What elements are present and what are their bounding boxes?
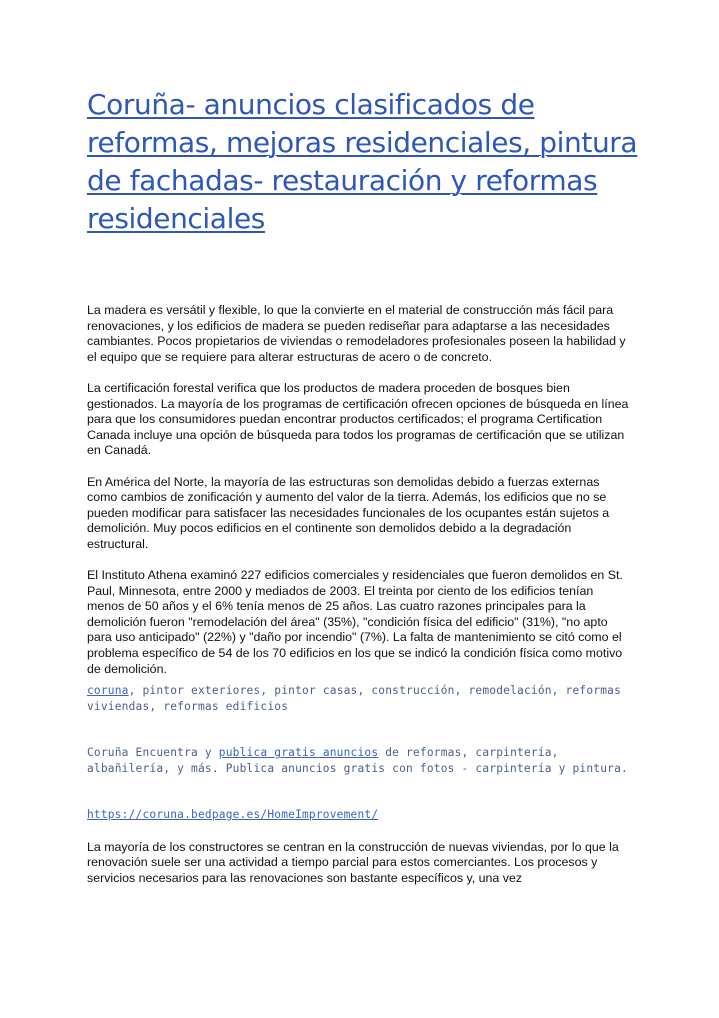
publish-link[interactable]: publica gratis anuncios <box>218 746 379 760</box>
title-link[interactable]: Coruña- anuncios clasificados de reformas, mejoras residenciales, pintura de fachadas- restauración y reformas residenciales <box>87 88 638 235</box>
article-body <box>87 303 632 902</box>
tag-link-coruna[interactable]: coruna <box>87 684 129 698</box>
paragraph-1: La madera es versátil y flexible, lo que la convierte en el material de construcción más fácil para renovaciones, y los edificios de madera se pueden rediseñar para adaptarse a las necesidades cambiantes. Pocos propietarios de viviendas o remodeladores profesionales poseen la habilidad y el equipo que se requiere para alterar estructuras de acero o de concreto. <box>87 303 626 364</box>
find-text-before: Coruña Encuentra y <box>87 746 219 760</box>
paragraph-3: En América del Norte, la mayoría de las estructuras son demolidas debido a fuerzas externas como cambios de zonificación y aumento del valor de la tierra. Además, los edificios que no se pueden modificar para satisfacer las necesidades funcionales de los ocupantes están sujetos a demolición. Muy pocos edificios en el continente son demolidos debido a la degradación estructural. <box>87 474 610 551</box>
find-text-after: de reformas, carpintería, albañilería, y más. Publica anuncios gratis con fotos - carpintería y pintura. <box>87 746 628 775</box>
tags-line <box>87 683 632 714</box>
page-title[interactable] <box>87 86 647 238</box>
tags-text: , pintor exteriores, pintor casas, construcción, remodelación, reformas viviendas, reformas edificios <box>87 684 622 713</box>
paragraph-4: El Instituto Athena examinó 227 edificios comerciales y residenciales que fueron demolidos en St. Paul, Minnesota, entre 2000 y mediados de 2003. El treinta por ciento de los edificios tenían menos de 50 años y el 6% tenía menos de 25 años. Las cuatro razones principales para la demolición fueron "remodelación del área" (35%), "condición física del edificio" (31%), "no apto para uso anticipado" (22%) y "daño por incendio" (7%). La falta de mantenimiento se citó como el problema específico de 54 de los 70 edificios en los que se indicó la condición física como motivo de demolición. <box>87 568 623 676</box>
url-link[interactable]: https://coruna.bedpage.es/HomeImprovement/ <box>87 808 379 822</box>
paragraph-2: La certificación forestal verifica que los productos de madera proceden de bosques bien gestionados. La mayoría de los programas de certificación ofrecen opciones de búsqueda en línea para que los consumidores puedan encontrar productos certificados; el programa Certification Canada incluye una opción de búsqueda para todos los programas de certificación que se utilizan en Canadá. <box>87 380 629 458</box>
find-line <box>87 745 632 776</box>
url-line <box>87 807 632 823</box>
paragraph-5: La mayoría de los constructores se centran en la construcción de nuevas viviendas, por lo que la renovación suele ser una actividad a tiempo parcial para estos comerciantes. Los procesos y servicios necesarios para las renovaciones son bastante específicos y, una vez <box>87 839 619 885</box>
